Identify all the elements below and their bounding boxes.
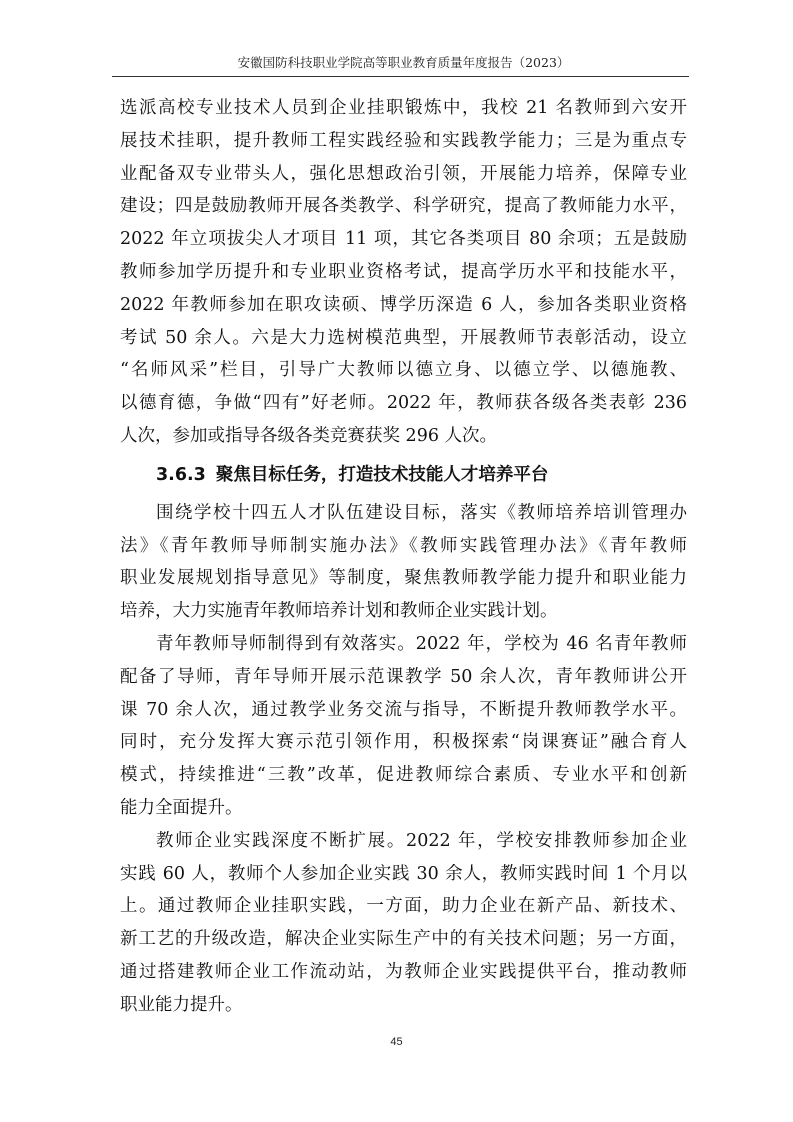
- text-line: 考试 50 余人。六是大力选树模范典型，开展教师节表彰活动，设立: [120, 327, 687, 348]
- text-line: 人次，参加或指导各级各类竞赛获奖 296 人次。: [120, 425, 498, 446]
- text-line: 选派高校专业技术人员到企业挂职锻炼中，我校 21 名教师到六安开: [120, 98, 687, 118]
- text-line: 教师企业实践深度不断扩展。2022 年，学校安排教师参加企业: [156, 830, 687, 851]
- text-line: 职业发展规划指导意见》等制度，聚焦教师教学能力提升和职业能力: [120, 568, 687, 589]
- text-line: “名师风采”栏目，引导广大教师以德立身、以德立学、以德施教、: [120, 360, 687, 381]
- text-line: 配备了导师，青年导师开展示范课教学 50 余人次，青年教师讲公开: [120, 666, 687, 687]
- section-number: 3.6.3: [156, 464, 206, 485]
- section-title: 聚焦目标任务，打造技术技能人才培养平台: [215, 464, 549, 485]
- text-line: 2022 年教师参加在职攻读硕、博学历深造 6 人，参加各类职业资格: [120, 294, 687, 315]
- text-line: 教师参加学历提升和专业职业资格考试，提高学历水平和技能水平，: [120, 261, 687, 282]
- text-line: 上。通过教师企业挂职实践，一方面，助力企业在新产品、新技术、: [120, 896, 687, 917]
- text-line: 2022 年立项拔尖人才项目 11 项，其它各类项目 80 余项；五是鼓励: [120, 229, 687, 250]
- body-text: [120, 92, 687, 1022]
- text-line: 职业能力提升。: [120, 994, 243, 1015]
- page-number: 45: [390, 1036, 403, 1048]
- header-rule: [112, 76, 689, 77]
- paragraph: [120, 825, 687, 1022]
- text-line: 围绕学校十四五人才队伍建设目标，落实《教师培养培训管理办: [156, 502, 687, 523]
- text-line: 实践 60 人，教师个人参加企业实践 30 余人，教师实践时间 1 个月以: [120, 863, 687, 884]
- paragraph: [120, 497, 687, 628]
- paragraph-continued: [120, 92, 687, 453]
- text-line: 建设；四是鼓励教师开展各类教学、科学研究，提高了教师能力水平，: [120, 196, 687, 217]
- text-line: 模式，持续推进“三教”改革，促进教师综合素质、专业水平和创新: [120, 765, 687, 786]
- text-line: 展技术挂职，提升教师工程实践经验和实践教学能力；三是为重点专: [120, 130, 687, 151]
- section-heading: [120, 459, 687, 491]
- text-line: 培养，大力实施青年教师培养计划和教师企业实践计划。: [120, 601, 558, 622]
- text-line: 青年教师导师制得到有效落实。2022 年，学校为 46 名青年教师: [156, 633, 687, 654]
- text-line: 法》《青年教师导师制实施办法》《教师实践管理办法》《青年教师: [120, 535, 687, 556]
- text-line: 同时，充分发挥大赛示范引领作用，积极探索“岗课赛证”融合育人: [120, 732, 687, 753]
- paragraph: [120, 628, 687, 825]
- text-line: 业配备双专业带头人，强化思想政治引领，开展能力培养，保障专业: [120, 163, 687, 184]
- running-header: 安徽国防科技职业学院高等职业教育质量年度报告（2023）: [237, 55, 570, 70]
- text-line: 新工艺的升级改造，解决企业实际生产中的有关技术问题；另一方面，: [120, 929, 687, 950]
- text-line: 以德育德，争做“四有”好老师。2022 年，教师获各级各类表彰 236: [120, 393, 687, 414]
- text-line: 通过搭建教师企业工作流动站，为教师企业实践提供平台，推动教师: [120, 961, 687, 982]
- text-line: 能力全面提升。: [120, 797, 243, 818]
- text-line: 课 70 余人次，通过教学业务交流与指导，不断提升教师教学水平。: [120, 699, 687, 720]
